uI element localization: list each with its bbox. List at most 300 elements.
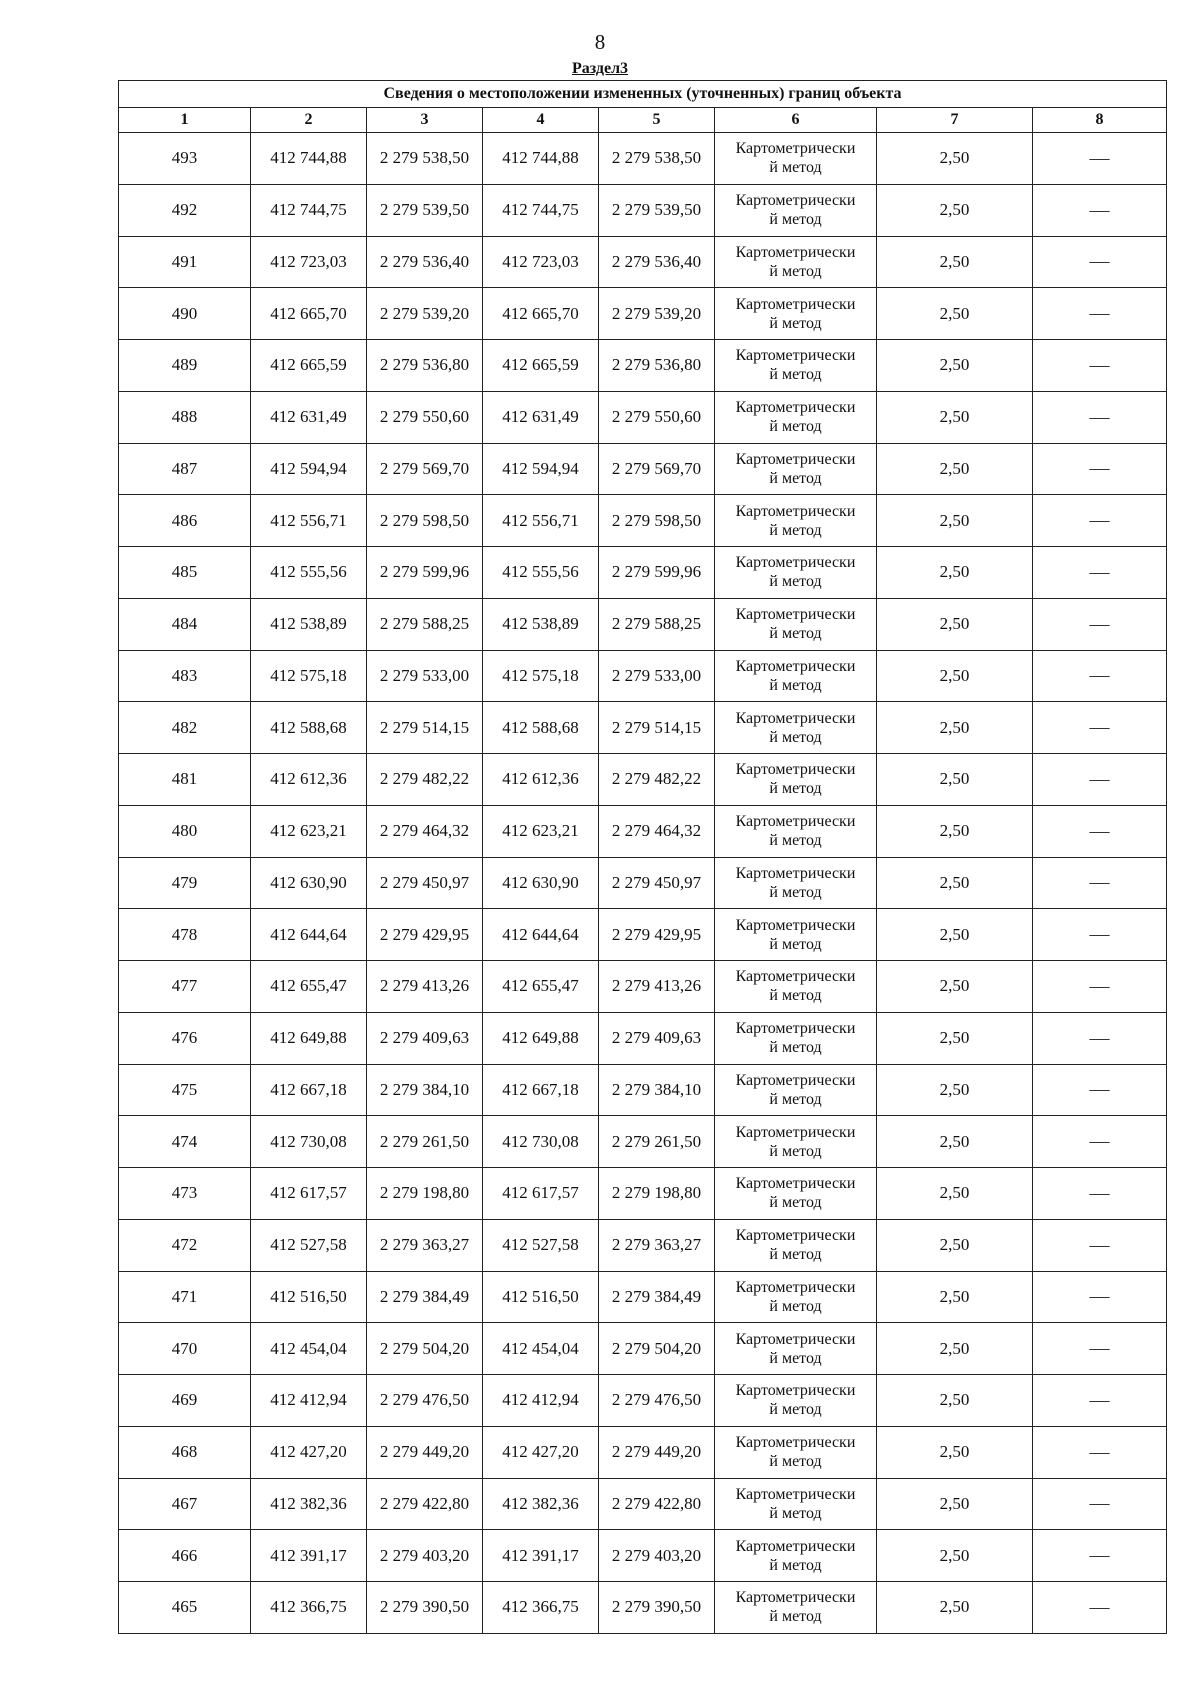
description-cell: —	[1033, 391, 1167, 443]
method-line: й метод	[769, 418, 822, 436]
point-number-cell: 491	[119, 236, 251, 288]
accuracy-cell: 2,50	[877, 754, 1033, 806]
method-line: Картометрически	[735, 1071, 856, 1089]
accuracy-cell: 2,50	[877, 236, 1033, 288]
point-number-cell: 474	[119, 1116, 251, 1168]
method-cell	[715, 1012, 877, 1064]
method-line: Картометрически	[735, 399, 856, 417]
method-cell	[715, 340, 877, 392]
x-existing-cell: 412 644,64	[251, 909, 367, 961]
method-line: Картометрически	[735, 243, 856, 261]
method-cell	[715, 184, 877, 236]
y-refined-cell: 2 279 261,50	[599, 1116, 715, 1168]
x-existing-cell: 412 744,88	[251, 133, 367, 185]
y-existing-cell: 2 279 514,15	[367, 702, 483, 754]
x-refined-cell: 412 556,71	[483, 495, 599, 547]
table-row	[119, 443, 1167, 495]
description-cell: —	[1033, 961, 1167, 1013]
y-existing-cell: 2 279 504,20	[367, 1323, 483, 1375]
description-cell: —	[1033, 1478, 1167, 1530]
accuracy-cell: 2,50	[877, 1530, 1033, 1582]
point-number-cell: 490	[119, 288, 251, 340]
y-existing-cell: 2 279 539,20	[367, 288, 483, 340]
x-existing-cell: 412 588,68	[251, 702, 367, 754]
method-line: Картометрически	[735, 1330, 856, 1348]
method-line: Картометрически	[735, 1589, 856, 1607]
table-row	[119, 1271, 1167, 1323]
x-existing-cell: 412 744,75	[251, 184, 367, 236]
y-refined-cell: 2 279 390,50	[599, 1582, 715, 1634]
description-cell: —	[1033, 1168, 1167, 1220]
table-row	[119, 495, 1167, 547]
point-number-cell: 476	[119, 1012, 251, 1064]
table-row	[119, 1012, 1167, 1064]
y-refined-cell: 2 279 429,95	[599, 909, 715, 961]
method-line: Картометрически	[735, 347, 856, 365]
method-line: й метод	[769, 1090, 822, 1108]
point-number-cell: 492	[119, 184, 251, 236]
x-refined-cell: 412 730,08	[483, 1116, 599, 1168]
description-cell: —	[1033, 288, 1167, 340]
x-refined-cell: 412 366,75	[483, 1582, 599, 1634]
description-cell: —	[1033, 547, 1167, 599]
x-refined-cell: 412 617,57	[483, 1168, 599, 1220]
table-row	[119, 1582, 1167, 1634]
point-number-cell: 479	[119, 857, 251, 909]
method-line: й метод	[769, 728, 822, 746]
accuracy-cell: 2,50	[877, 1116, 1033, 1168]
table-row	[119, 1426, 1167, 1478]
description-cell: —	[1033, 1271, 1167, 1323]
point-number-cell: 471	[119, 1271, 251, 1323]
table-row	[119, 340, 1167, 392]
accuracy-cell: 2,50	[877, 547, 1033, 599]
x-refined-cell: 412 555,56	[483, 547, 599, 599]
x-refined-cell: 412 427,20	[483, 1426, 599, 1478]
table-row	[119, 1530, 1167, 1582]
description-cell: —	[1033, 650, 1167, 702]
y-refined-cell: 2 279 599,96	[599, 547, 715, 599]
method-line: Картометрически	[735, 968, 856, 986]
point-number-cell: 470	[119, 1323, 251, 1375]
table-caption-row	[119, 81, 1167, 108]
table-row	[119, 650, 1167, 702]
point-number-cell: 468	[119, 1426, 251, 1478]
page-number: 8	[594, 30, 606, 54]
y-existing-cell: 2 279 550,60	[367, 391, 483, 443]
accuracy-cell: 2,50	[877, 1582, 1033, 1634]
y-existing-cell: 2 279 450,97	[367, 857, 483, 909]
boundary-coordinates-table	[118, 80, 1167, 1634]
point-number-cell: 473	[119, 1168, 251, 1220]
column-number: 6	[715, 108, 877, 133]
method-line: Картометрически	[735, 864, 856, 882]
x-existing-cell: 412 556,71	[251, 495, 367, 547]
y-refined-cell: 2 279 598,50	[599, 495, 715, 547]
y-refined-cell: 2 279 363,27	[599, 1219, 715, 1271]
table-row	[119, 288, 1167, 340]
x-refined-cell: 412 594,94	[483, 443, 599, 495]
column-number: 7	[877, 108, 1033, 133]
method-line: Картометрически	[735, 1227, 856, 1245]
description-cell: —	[1033, 1530, 1167, 1582]
x-refined-cell: 412 665,70	[483, 288, 599, 340]
x-existing-cell: 412 630,90	[251, 857, 367, 909]
y-refined-cell: 2 279 536,40	[599, 236, 715, 288]
accuracy-cell: 2,50	[877, 133, 1033, 185]
y-refined-cell: 2 279 539,20	[599, 288, 715, 340]
accuracy-cell: 2,50	[877, 961, 1033, 1013]
accuracy-cell: 2,50	[877, 443, 1033, 495]
method-line: Картометрически	[735, 1278, 856, 1296]
point-number-cell: 487	[119, 443, 251, 495]
y-refined-cell: 2 279 198,80	[599, 1168, 715, 1220]
method-line: й метод	[769, 314, 822, 332]
y-refined-cell: 2 279 482,22	[599, 754, 715, 806]
y-existing-cell: 2 279 539,50	[367, 184, 483, 236]
x-refined-cell: 412 454,04	[483, 1323, 599, 1375]
x-existing-cell: 412 667,18	[251, 1064, 367, 1116]
x-existing-cell: 412 623,21	[251, 805, 367, 857]
y-existing-cell: 2 279 198,80	[367, 1168, 483, 1220]
method-line: й метод	[769, 573, 822, 591]
x-existing-cell: 412 730,08	[251, 1116, 367, 1168]
x-existing-cell: 412 649,88	[251, 1012, 367, 1064]
description-cell: —	[1033, 1116, 1167, 1168]
table-row	[119, 598, 1167, 650]
point-number-cell: 480	[119, 805, 251, 857]
x-refined-cell: 412 527,58	[483, 1219, 599, 1271]
y-existing-cell: 2 279 449,20	[367, 1426, 483, 1478]
accuracy-cell: 2,50	[877, 1064, 1033, 1116]
accuracy-cell: 2,50	[877, 1271, 1033, 1323]
method-cell	[715, 1426, 877, 1478]
description-cell: —	[1033, 443, 1167, 495]
y-existing-cell: 2 279 588,25	[367, 598, 483, 650]
y-refined-cell: 2 279 538,50	[599, 133, 715, 185]
description-cell: —	[1033, 1426, 1167, 1478]
x-refined-cell: 412 631,49	[483, 391, 599, 443]
column-number: 8	[1033, 108, 1167, 133]
method-line: Картометрически	[735, 1123, 856, 1141]
method-line: й метод	[769, 211, 822, 229]
method-line: Картометрически	[735, 1485, 856, 1503]
x-refined-cell: 412 412,94	[483, 1375, 599, 1427]
method-line: й метод	[769, 987, 822, 1005]
x-refined-cell: 412 612,36	[483, 754, 599, 806]
x-existing-cell: 412 382,36	[251, 1478, 367, 1530]
description-cell: —	[1033, 340, 1167, 392]
y-existing-cell: 2 279 363,27	[367, 1219, 483, 1271]
x-existing-cell: 412 391,17	[251, 1530, 367, 1582]
table-row	[119, 857, 1167, 909]
method-cell	[715, 1375, 877, 1427]
y-existing-cell: 2 279 476,50	[367, 1375, 483, 1427]
accuracy-cell: 2,50	[877, 805, 1033, 857]
method-line: й метод	[769, 1039, 822, 1057]
description-cell: —	[1033, 805, 1167, 857]
method-cell	[715, 288, 877, 340]
method-line: Картометрически	[735, 1537, 856, 1555]
point-number-cell: 493	[119, 133, 251, 185]
method-line: Картометрически	[735, 554, 856, 572]
table-row	[119, 547, 1167, 599]
y-refined-cell: 2 279 403,20	[599, 1530, 715, 1582]
y-refined-cell: 2 279 539,50	[599, 184, 715, 236]
y-refined-cell: 2 279 409,63	[599, 1012, 715, 1064]
method-line: Картометрически	[735, 606, 856, 624]
x-refined-cell: 412 588,68	[483, 702, 599, 754]
point-number-cell: 483	[119, 650, 251, 702]
method-line: Картометрически	[735, 761, 856, 779]
method-line: й метод	[769, 1142, 822, 1160]
x-existing-cell: 412 612,36	[251, 754, 367, 806]
accuracy-cell: 2,50	[877, 909, 1033, 961]
x-existing-cell: 412 575,18	[251, 650, 367, 702]
description-cell: —	[1033, 1219, 1167, 1271]
point-number-cell: 484	[119, 598, 251, 650]
method-cell	[715, 495, 877, 547]
description-cell: —	[1033, 133, 1167, 185]
point-number-cell: 488	[119, 391, 251, 443]
x-existing-cell: 412 412,94	[251, 1375, 367, 1427]
column-number: 3	[367, 108, 483, 133]
method-line: й метод	[769, 1349, 822, 1367]
method-cell	[715, 909, 877, 961]
description-cell: —	[1033, 1323, 1167, 1375]
x-existing-cell: 412 538,89	[251, 598, 367, 650]
description-cell: —	[1033, 754, 1167, 806]
y-refined-cell: 2 279 533,00	[599, 650, 715, 702]
table-row	[119, 1219, 1167, 1271]
x-existing-cell: 412 723,03	[251, 236, 367, 288]
method-line: Картометрически	[735, 450, 856, 468]
description-cell: —	[1033, 1012, 1167, 1064]
method-line: й метод	[769, 1504, 822, 1522]
description-cell: —	[1033, 1064, 1167, 1116]
x-refined-cell: 412 665,59	[483, 340, 599, 392]
method-cell	[715, 754, 877, 806]
method-line: й метод	[769, 159, 822, 177]
table-row	[119, 1478, 1167, 1530]
method-cell	[715, 443, 877, 495]
y-refined-cell: 2 279 476,50	[599, 1375, 715, 1427]
y-refined-cell: 2 279 413,26	[599, 961, 715, 1013]
x-existing-cell: 412 665,70	[251, 288, 367, 340]
method-cell	[715, 1530, 877, 1582]
method-cell	[715, 857, 877, 909]
method-line: й метод	[769, 1246, 822, 1264]
description-cell: —	[1033, 598, 1167, 650]
method-line: й метод	[769, 1401, 822, 1419]
x-existing-cell: 412 594,94	[251, 443, 367, 495]
x-existing-cell: 412 631,49	[251, 391, 367, 443]
y-refined-cell: 2 279 422,80	[599, 1478, 715, 1530]
y-existing-cell: 2 279 569,70	[367, 443, 483, 495]
method-line: Картометрически	[735, 709, 856, 727]
table-body	[119, 133, 1167, 1634]
y-existing-cell: 2 279 464,32	[367, 805, 483, 857]
x-refined-cell: 412 744,75	[483, 184, 599, 236]
x-existing-cell: 412 555,56	[251, 547, 367, 599]
method-cell	[715, 650, 877, 702]
method-cell	[715, 1116, 877, 1168]
x-refined-cell: 412 623,21	[483, 805, 599, 857]
point-number-cell: 478	[119, 909, 251, 961]
method-line: й метод	[769, 262, 822, 280]
point-number-cell: 466	[119, 1530, 251, 1582]
method-cell	[715, 547, 877, 599]
y-existing-cell: 2 279 429,95	[367, 909, 483, 961]
y-existing-cell: 2 279 422,80	[367, 1478, 483, 1530]
method-line: й метод	[769, 1297, 822, 1315]
point-number-cell: 465	[119, 1582, 251, 1634]
point-number-cell: 489	[119, 340, 251, 392]
x-refined-cell: 412 382,36	[483, 1478, 599, 1530]
point-number-cell: 475	[119, 1064, 251, 1116]
y-existing-cell: 2 279 261,50	[367, 1116, 483, 1168]
method-line: Картометрически	[735, 1020, 856, 1038]
x-refined-cell: 412 649,88	[483, 1012, 599, 1064]
accuracy-cell: 2,50	[877, 702, 1033, 754]
method-line: Картометрически	[735, 140, 856, 158]
x-existing-cell: 412 454,04	[251, 1323, 367, 1375]
description-cell: —	[1033, 909, 1167, 961]
accuracy-cell: 2,50	[877, 1426, 1033, 1478]
y-refined-cell: 2 279 514,15	[599, 702, 715, 754]
point-number-cell: 467	[119, 1478, 251, 1530]
x-existing-cell: 412 427,20	[251, 1426, 367, 1478]
description-cell: —	[1033, 184, 1167, 236]
y-existing-cell: 2 279 403,20	[367, 1530, 483, 1582]
method-line: й метод	[769, 1556, 822, 1574]
method-cell	[715, 1323, 877, 1375]
y-existing-cell: 2 279 384,49	[367, 1271, 483, 1323]
accuracy-cell: 2,50	[877, 288, 1033, 340]
y-existing-cell: 2 279 384,10	[367, 1064, 483, 1116]
x-existing-cell: 412 527,58	[251, 1219, 367, 1271]
table-row	[119, 236, 1167, 288]
method-cell	[715, 1478, 877, 1530]
accuracy-cell: 2,50	[877, 340, 1033, 392]
method-line: Картометрически	[735, 1434, 856, 1452]
method-line: й метод	[769, 676, 822, 694]
x-refined-cell: 412 667,18	[483, 1064, 599, 1116]
x-refined-cell: 412 516,50	[483, 1271, 599, 1323]
y-refined-cell: 2 279 569,70	[599, 443, 715, 495]
method-line: й метод	[769, 625, 822, 643]
method-line: Картометрически	[735, 295, 856, 313]
x-existing-cell: 412 617,57	[251, 1168, 367, 1220]
method-line: й метод	[769, 935, 822, 953]
method-line: Картометрически	[735, 1175, 856, 1193]
method-line: й метод	[769, 521, 822, 539]
method-line: Картометрически	[735, 916, 856, 934]
y-existing-cell: 2 279 536,80	[367, 340, 483, 392]
method-cell	[715, 805, 877, 857]
y-refined-cell: 2 279 384,49	[599, 1271, 715, 1323]
column-number: 2	[251, 108, 367, 133]
method-cell	[715, 1064, 877, 1116]
method-line: й метод	[769, 469, 822, 487]
accuracy-cell: 2,50	[877, 184, 1033, 236]
y-existing-cell: 2 279 536,40	[367, 236, 483, 288]
accuracy-cell: 2,50	[877, 650, 1033, 702]
description-cell: —	[1033, 495, 1167, 547]
y-existing-cell: 2 279 598,50	[367, 495, 483, 547]
description-cell: —	[1033, 857, 1167, 909]
point-number-cell: 469	[119, 1375, 251, 1427]
method-line: Картометрически	[735, 1382, 856, 1400]
method-line: й метод	[769, 1453, 822, 1471]
method-line: й метод	[769, 883, 822, 901]
method-cell	[715, 1219, 877, 1271]
accuracy-cell: 2,50	[877, 598, 1033, 650]
y-refined-cell: 2 279 504,20	[599, 1323, 715, 1375]
y-existing-cell: 2 279 482,22	[367, 754, 483, 806]
y-refined-cell: 2 279 449,20	[599, 1426, 715, 1478]
column-number-row	[119, 108, 1167, 133]
table-row	[119, 961, 1167, 1013]
x-existing-cell: 412 516,50	[251, 1271, 367, 1323]
table-row	[119, 1064, 1167, 1116]
table-row	[119, 391, 1167, 443]
x-refined-cell: 412 630,90	[483, 857, 599, 909]
accuracy-cell: 2,50	[877, 1478, 1033, 1530]
x-refined-cell: 412 744,88	[483, 133, 599, 185]
y-existing-cell: 2 279 409,63	[367, 1012, 483, 1064]
description-cell: —	[1033, 1375, 1167, 1427]
method-line: й метод	[769, 780, 822, 798]
accuracy-cell: 2,50	[877, 1219, 1033, 1271]
x-existing-cell: 412 655,47	[251, 961, 367, 1013]
method-line: Картометрически	[735, 192, 856, 210]
table-row	[119, 1168, 1167, 1220]
method-line: Картометрически	[735, 657, 856, 675]
description-cell: —	[1033, 1582, 1167, 1634]
column-number: 1	[119, 108, 251, 133]
method-cell	[715, 1271, 877, 1323]
table-row	[119, 1375, 1167, 1427]
y-refined-cell: 2 279 588,25	[599, 598, 715, 650]
point-number-cell: 485	[119, 547, 251, 599]
method-cell	[715, 1582, 877, 1634]
x-refined-cell: 412 538,89	[483, 598, 599, 650]
y-existing-cell: 2 279 538,50	[367, 133, 483, 185]
table-row	[119, 133, 1167, 185]
method-cell	[715, 702, 877, 754]
x-existing-cell: 412 665,59	[251, 340, 367, 392]
point-number-cell: 481	[119, 754, 251, 806]
table-row	[119, 754, 1167, 806]
y-refined-cell: 2 279 464,32	[599, 805, 715, 857]
y-refined-cell: 2 279 384,10	[599, 1064, 715, 1116]
point-number-cell: 486	[119, 495, 251, 547]
y-existing-cell: 2 279 390,50	[367, 1582, 483, 1634]
column-number: 5	[599, 108, 715, 133]
point-number-cell: 472	[119, 1219, 251, 1271]
table-row	[119, 805, 1167, 857]
method-cell	[715, 961, 877, 1013]
y-refined-cell: 2 279 550,60	[599, 391, 715, 443]
method-line: й метод	[769, 832, 822, 850]
accuracy-cell: 2,50	[877, 495, 1033, 547]
y-refined-cell: 2 279 536,80	[599, 340, 715, 392]
x-refined-cell: 412 723,03	[483, 236, 599, 288]
table-row	[119, 1323, 1167, 1375]
method-cell	[715, 133, 877, 185]
y-refined-cell: 2 279 450,97	[599, 857, 715, 909]
